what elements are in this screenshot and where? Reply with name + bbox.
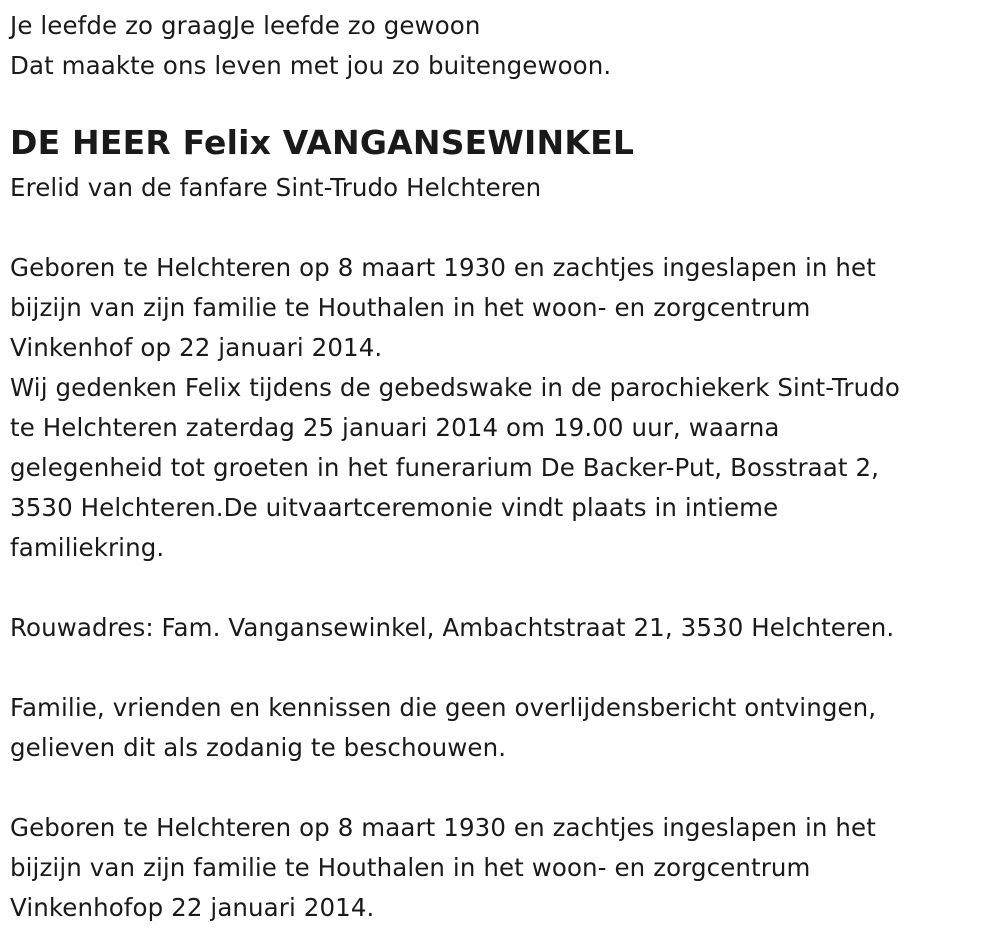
paragraph-line: gelegenheid tot groeten in het funerarium De Backer-Put, Bosstraat 2,: [10, 453, 880, 482]
poem: [10, 6, 1000, 86]
paragraph-line: bijzijn van zijn familie te Houthalen in het woon- en zorgcentrum: [10, 853, 811, 882]
paragraph-line: Geboren te Helchteren op 8 maart 1930 en zachtjes ingeslapen in het: [10, 813, 876, 842]
paragraph-line: Vinkenhof op 22 januari 2014.: [10, 333, 383, 362]
spacer: [10, 568, 1000, 608]
paragraph-line: 3530 Helchteren.De uitvaartceremonie vindt plaats in intieme: [10, 493, 779, 522]
paragraph-line: Vinkenhofop 22 januari 2014.: [10, 893, 375, 922]
spacer: [10, 648, 1000, 688]
poem-line: Dat maakte ons leven met jou zo buitengewoon.: [10, 51, 612, 80]
repeated-paragraph: [10, 808, 1000, 928]
spacer: [10, 208, 1000, 248]
subtitle: Erelid van de fanfare Sint-Trudo Helchteren: [10, 173, 542, 202]
poem-line: Je leefde zo graagJe leefde zo gewoon: [10, 11, 481, 40]
notice-paragraph: [10, 688, 1000, 768]
paragraph-line: familiekring.: [10, 533, 165, 562]
paragraph-line: bijzijn van zijn familie te Houthalen in het woon- en zorgcentrum: [10, 293, 811, 322]
spacer: [10, 768, 1000, 808]
paragraph-line: Familie, vrienden en kennissen die geen overlijdensbericht ontvingen,: [10, 693, 877, 722]
paragraph-line: te Helchteren zaterdag 25 januari 2014 om 19.00 uur, waarna: [10, 413, 780, 442]
deceased-name: DE HEER Felix VANGANSEWINKEL: [10, 123, 635, 162]
paragraph-line: Geboren te Helchteren op 8 maart 1930 en zachtjes ingeslapen in het: [10, 253, 876, 282]
paragraph-line: gelieven dit als zodanig te beschouwen.: [10, 733, 507, 762]
rouwadres: Rouwadres: Fam. Vangansewinkel, Ambachtstraat 21, 3530 Helchteren.: [10, 613, 895, 642]
announcement-paragraph: [10, 248, 1000, 568]
paragraph-line: Wij gedenken Felix tijdens de gebedswake in de parochiekerk Sint-Trudo: [10, 373, 900, 402]
